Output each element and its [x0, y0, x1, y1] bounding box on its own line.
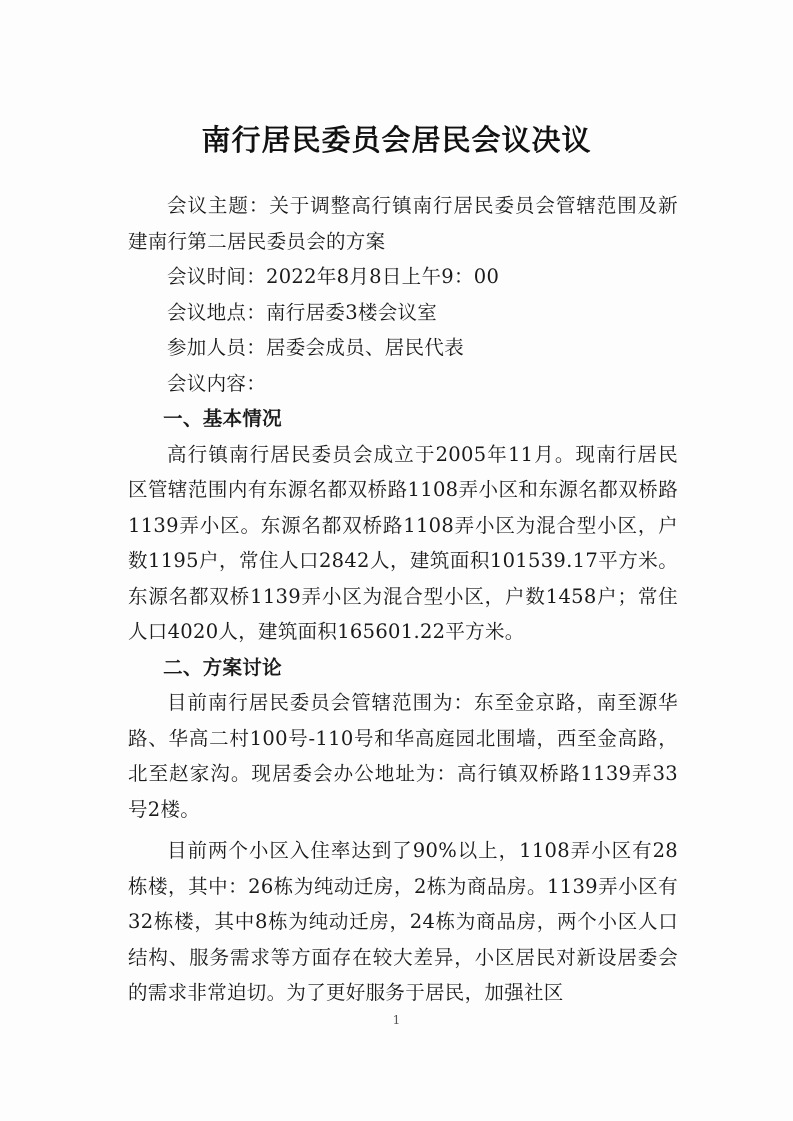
meeting-place: 会议地点：南行居委3楼会议室 — [167, 300, 438, 324]
document-body — [128, 188, 678, 1011]
meeting-attendees: 参加人员：居委会成员、居民代表 — [167, 336, 465, 359]
page-number: 1 — [392, 1013, 401, 1027]
meeting-time: 会议时间：2022年8月8日上午9：00 — [167, 265, 500, 288]
section-paragraph-basic-situation: 高行镇南行居民委员会成立于2005年11月。现南行居民区管辖范围内有东源名都双桥路1108弄小区和东源名都双桥路1139弄小区。东源名都双桥路1108弄小区为混合型小区，户数1195户，常住人口2842人，建筑面积101539.17平方米。东源名都双桥1139弄小区为混合型小区，户数1458户；常住人口4020人，建筑面积165601.22平方米。 — [128, 442, 678, 643]
document-title: 南行居民委员会居民会议决议 — [201, 123, 592, 157]
section-heading-plan-discussion: 二、方案讨论 — [163, 655, 282, 679]
section-paragraph-plan-discussion-2: 目前两个小区入住率达到了90%以上，1108弄小区有28栋楼，其中：26栋为纯动迁房，2栋为商品房。1139弄小区有32栋楼，其中8栋为纯动迁房，24栋为商品房，两个小区人口结构、服务需求等方面存在较大差异，小区居民对新设居委会的需求非常迫切。为了更好服务于居民，加强社区 — [128, 839, 678, 1004]
meeting-topic: 会议主题：关于调整高行镇南行居民委员会管辖范围及新建南行第二居民委员会的方案 — [128, 194, 678, 253]
section-heading-basic-situation: 一、基本情况 — [163, 407, 282, 430]
meeting-content-label: 会议内容： — [167, 371, 267, 395]
section-paragraph-plan-discussion-1: 目前南行居民委员会管辖范围为：东至金京路，南至源华路、华高二村100号-110号和华高庭园北围墙，西至金高路，北至赵家沟。现居委会办公地址为：高行镇双桥路1139弄33号2楼。 — [128, 691, 678, 821]
